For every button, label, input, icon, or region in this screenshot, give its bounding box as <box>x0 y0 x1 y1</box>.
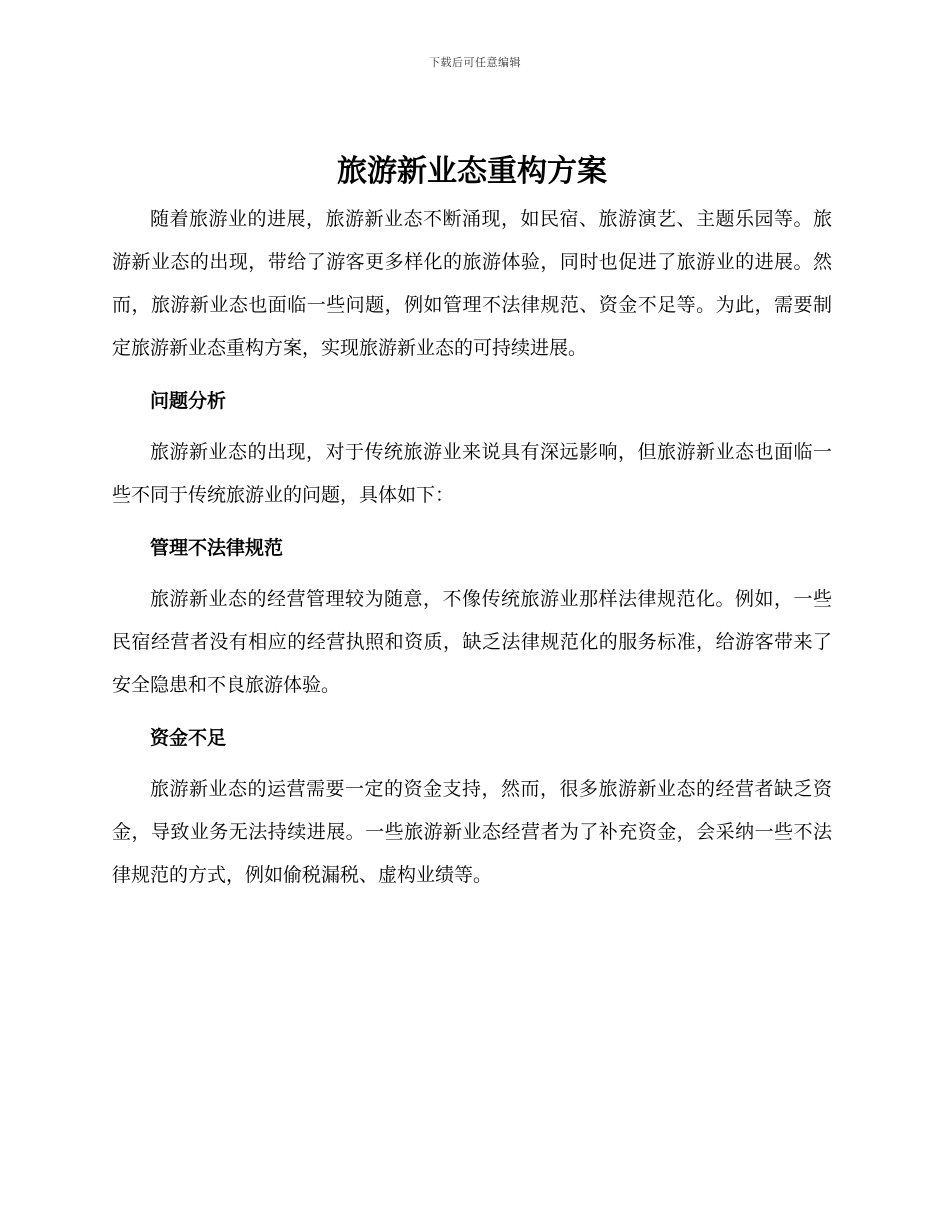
document-body <box>112 150 832 897</box>
section-heading-funding: 资金不足 <box>150 727 227 749</box>
header-note: 下载后可任意编辑 <box>429 56 521 69</box>
document-title: 旅游新业态重构方案 <box>337 154 607 189</box>
section-heading-management: 管理不法律规范 <box>150 537 284 559</box>
section-paragraph-problem-analysis: 旅游新业态的出现，对于传统旅游业来说具有深远影响，但旅游新业态也面临一些不同于传统旅游业的问题，具体如下： <box>112 441 832 506</box>
section-paragraph-funding: 旅游新业态的运营需要一定的资金支持，然而，很多旅游新业态的经营者缺乏资金，导致业务无法持续进展。一些旅游新业态经营者为了补充资金，会采纳一些不法律规范的方式，例如偷税漏税、虚构业绩等。 <box>112 778 832 886</box>
section-heading-problem-analysis: 问题分析 <box>150 390 227 412</box>
intro-paragraph: 随着旅游业的进展，旅游新业态不断涌现，如民宿、旅游演艺、主题乐园等。旅游新业态的出现，带给了游客更多样化的旅游体验，同时也促进了旅游业的进展。然而，旅游新业态也面临一些问题，例如管理不法律规范、资金不足等。为此，需要制定旅游新业态重构方案，实现旅游新业态的可持续进展。 <box>112 208 832 359</box>
section-paragraph-management: 旅游新业态的经营管理较为随意，不像传统旅游业那样法律规范化。例如，一些民宿经营者没有相应的经营执照和资质，缺乏法律规范化的服务标准，给游客带来了安全隐患和不良旅游体验。 <box>112 588 832 696</box>
